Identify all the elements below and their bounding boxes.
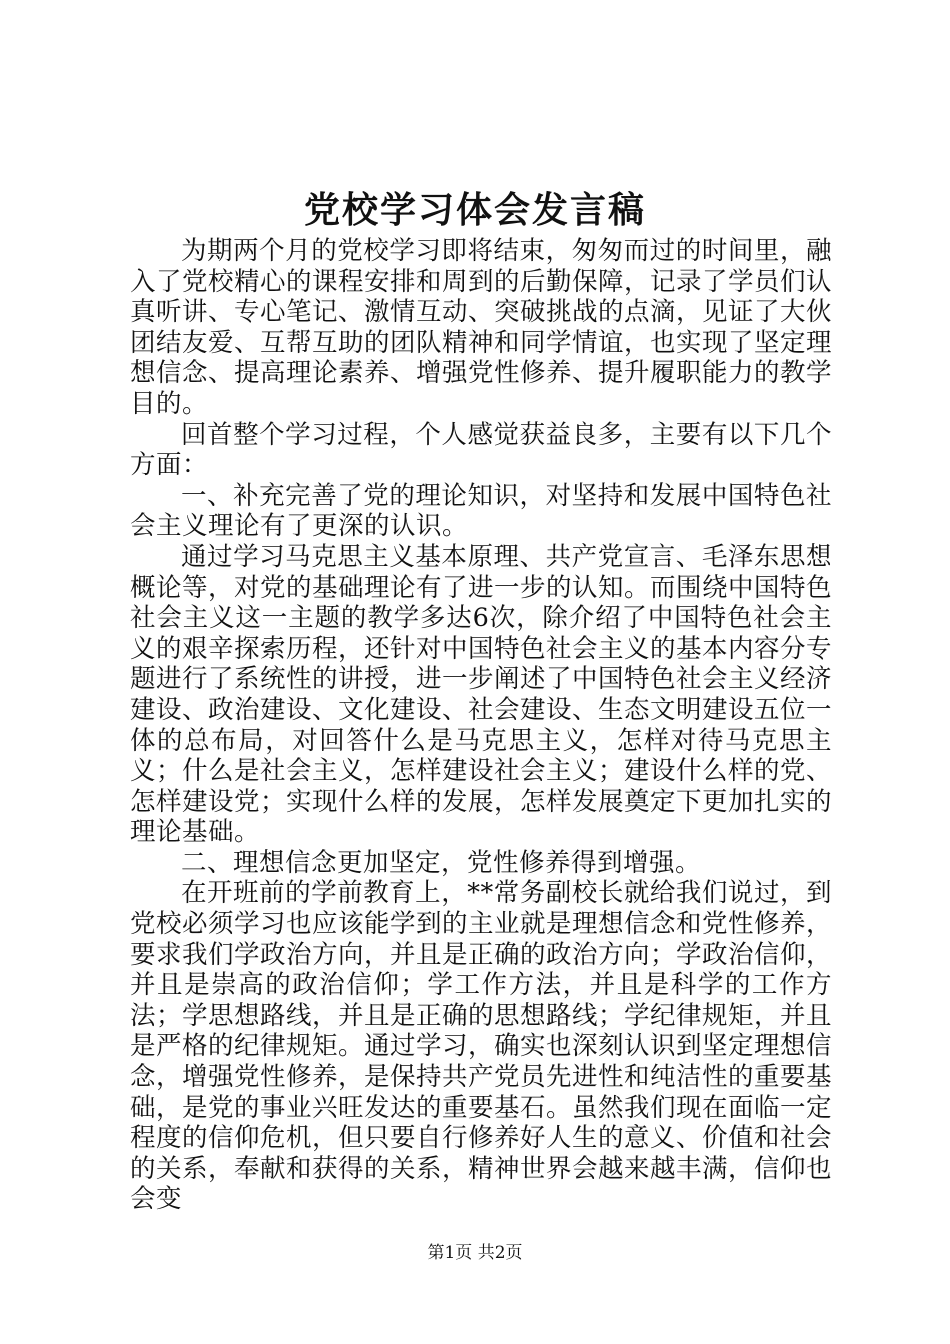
document-body — [130, 236, 832, 1215]
paragraph: 在开班前的学前教育上，**常务副校长就给我们说过，到党校必须学习也应该能学到的主业就是理想信念和党性修养，要求我们学政治方向，并且是正确的政治方向；学政治信仰，并且是崇高的政治信仰；学工作方法，并且是科学的工作方法；学思想路线，并且是正确的思想路线；学纪律规矩，并且是严格的纪律规矩。通过学习，确实也深刻认识到坚定理想信念，增强党性修养，是保持共产党员先进性和纯洁性的重要基础，是党的事业兴旺发达的重要基石。虽然我们现在面临一定程度的信仰危机，但只要自行修养好人生的意义、价值和社会的关系，奉献和获得的关系，精神世界会越来越丰满，信仰也会变 — [130, 878, 833, 1215]
paragraph: 为期两个月的党校学习即将结束，匆匆而过的时间里，融入了党校精心的课程安排和周到的后勤保障，记录了学员们认真听讲、专心笔记、激情互动、突破挑战的点滴，见证了大伙团结友爱、互帮互助的团队精神和同学情谊，也实现了坚定理想信念、提高理论素养、增强党性修养、提升履职能力的教学目的。 — [130, 236, 833, 419]
page-footer: 第1页 共2页 — [427, 1243, 523, 1263]
paragraph: 回首整个学习过程，个人感觉获益良多，主要有以下几个方面： — [130, 419, 832, 481]
paragraph: 通过学习马克思主义基本原理、共产党宣言、毛泽东思想概论等，对党的基础理论有了进一步的认知。而围绕中国特色社会主义这一主题的教学多达6次，除介绍了中国特色社会主义的艰辛探索历程，还针对中国特色社会主义的基本内容分专题进行了系统性的讲授，进一步阐述了中国特色社会主义经济建设、政治建设、文化建设、社会建设、生态文明建设五位一体的总布局，对回答什么是马克思主义，怎样对待马克思主义；什么是社会主义，怎样建设社会主义；建设什么样的党、怎样建设党；实现什么样的发展，怎样发展奠定下更加扎实的理论基础。 — [130, 541, 833, 848]
document-title: 党校学习体会发言稿 — [303, 189, 646, 231]
section-heading: 一、补充完善了党的理论知识，对坚持和发展中国特色社会主义理论有了更深的认识。 — [130, 480, 832, 542]
section-heading: 二、理想信念更加坚定，党性修养得到增强。 — [181, 847, 702, 878]
